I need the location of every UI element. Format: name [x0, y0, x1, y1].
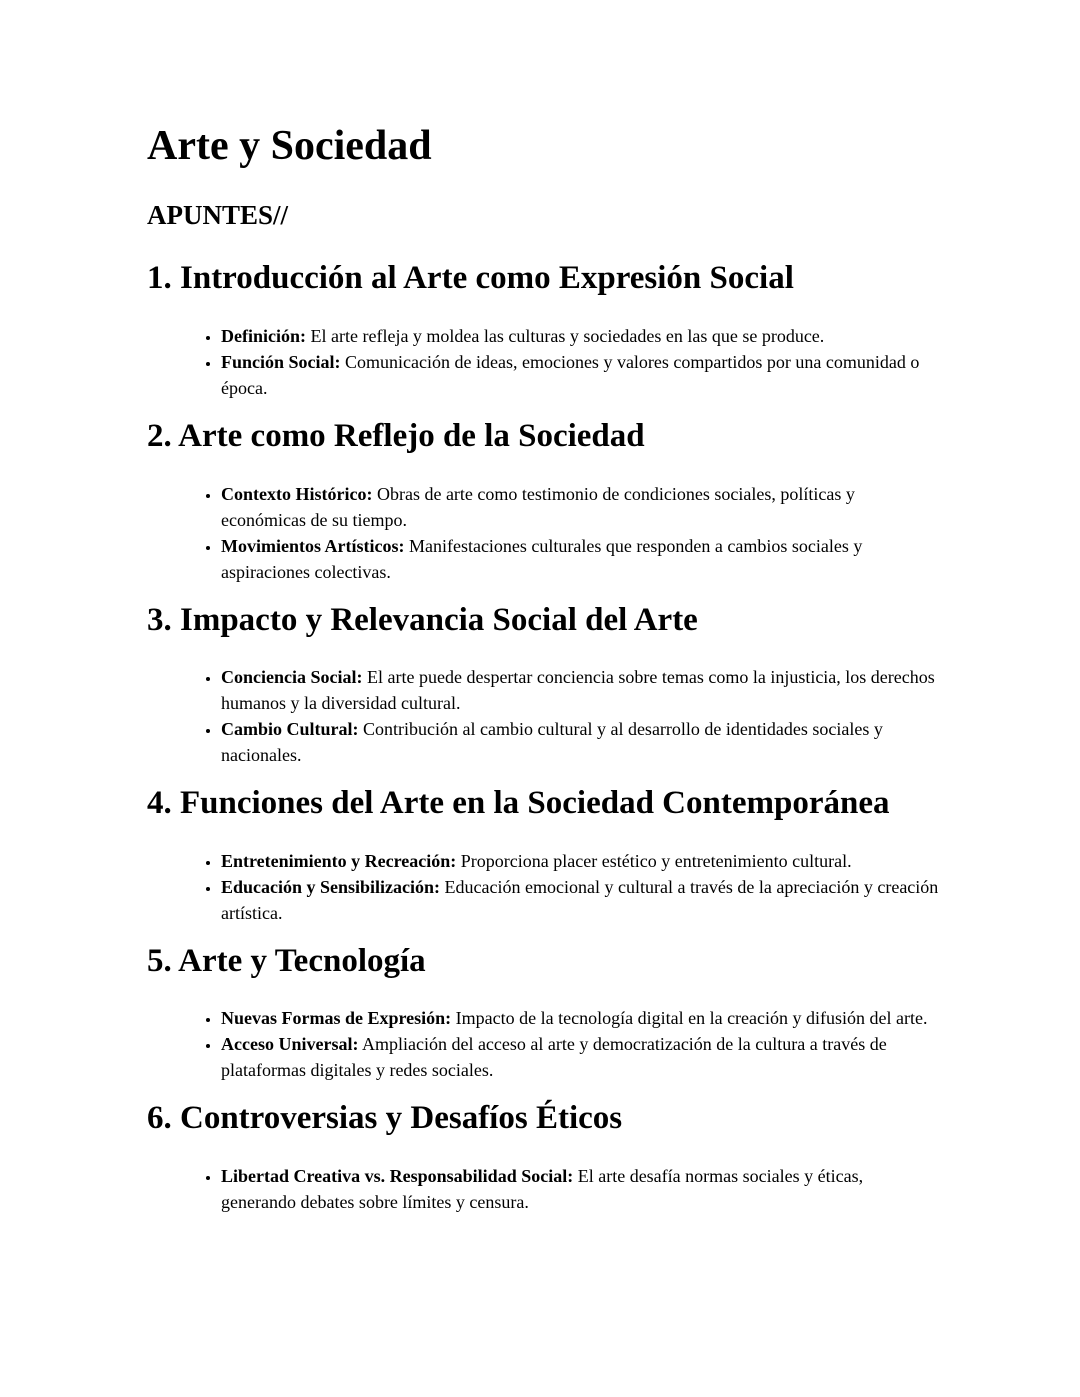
bullet-term: Nuevas Formas de Expresión:	[221, 1008, 452, 1029]
bullet-description: Proporciona placer estético y entretenimiento cultural.	[456, 850, 852, 871]
bullet-description: Comunicación de ideas, emociones y valores compartidos por una comunidad o época.	[221, 351, 920, 398]
bullet-term: Movimientos Artísticos:	[221, 535, 405, 556]
bullet-item	[221, 716, 942, 768]
bullet-term: Entretenimiento y Recreación:	[221, 850, 457, 871]
document-subtitle: APUNTES//	[147, 200, 289, 231]
sections-container	[147, 259, 942, 1215]
bullet-item	[221, 1163, 942, 1215]
bullet-description: Contribución al cambio cultural y al desarrollo de identidades sociales y nacionales.	[221, 719, 883, 766]
bullet-description: El arte puede despertar conciencia sobre temas como la injusticia, los derechos humanos y la diversidad cultural.	[221, 667, 935, 714]
bullet-item	[221, 874, 942, 926]
bullet-item	[221, 848, 942, 874]
bullet-item	[221, 349, 942, 401]
section-heading: 1. Introducción al Arte como Expresión Social	[147, 260, 794, 297]
bullet-description: Educación emocional y cultural a través de la apreciación y creación artística.	[221, 876, 939, 923]
bullet-item	[221, 481, 942, 533]
section-heading: 3. Impacto y Relevancia Social del Arte	[147, 601, 698, 638]
bullet-list	[147, 1005, 942, 1083]
bullet-list	[147, 323, 942, 401]
bullet-description: Obras de arte como testimonio de condiciones sociales, políticas y económicas de su tiempo.	[221, 483, 855, 530]
section-heading: 4. Funciones del Arte en la Sociedad Contemporánea	[147, 785, 890, 822]
bullet-term: Cambio Cultural:	[221, 719, 359, 740]
bullet-item	[221, 323, 942, 349]
bullet-term: Educación y Sensibilización:	[221, 876, 441, 897]
bullet-item	[221, 1031, 942, 1083]
bullet-term: Acceso Universal:	[221, 1034, 359, 1055]
bullet-list	[147, 1163, 942, 1215]
bullet-term: Contexto Histórico:	[221, 483, 373, 504]
bullet-item	[221, 533, 942, 585]
bullet-description: El arte refleja y moldea las culturas y sociedades en las que se produce.	[306, 325, 825, 346]
bullet-description: Ampliación del acceso al arte y democratización de la cultura a través de plataformas digitales y redes sociales.	[221, 1034, 887, 1081]
bullet-description: Manifestaciones culturales que responden a cambios sociales y aspiraciones colectivas.	[221, 535, 863, 582]
bullet-term: Definición:	[221, 325, 306, 346]
bullet-list	[147, 848, 942, 926]
bullet-item	[221, 664, 942, 716]
bullet-term: Función Social:	[221, 351, 341, 372]
bullet-list	[147, 664, 942, 768]
bullet-item	[221, 1005, 942, 1031]
bullet-description: El arte desafía normas sociales y éticas, generando debates sobre límites y censura.	[221, 1165, 864, 1212]
section-heading: 5. Arte y Tecnología	[147, 942, 426, 979]
document-title: Arte y Sociedad	[147, 123, 432, 169]
bullet-term: Libertad Creativa vs. Responsabilidad Social:	[221, 1165, 574, 1186]
bullet-description: Impacto de la tecnología digital en la creación y difusión del arte.	[451, 1008, 928, 1029]
bullet-term: Conciencia Social:	[221, 667, 363, 688]
section-heading: 2. Arte como Reflejo de la Sociedad	[147, 417, 645, 454]
bullet-list	[147, 481, 942, 585]
section-heading: 6. Controversias y Desafíos Éticos	[147, 1100, 623, 1137]
